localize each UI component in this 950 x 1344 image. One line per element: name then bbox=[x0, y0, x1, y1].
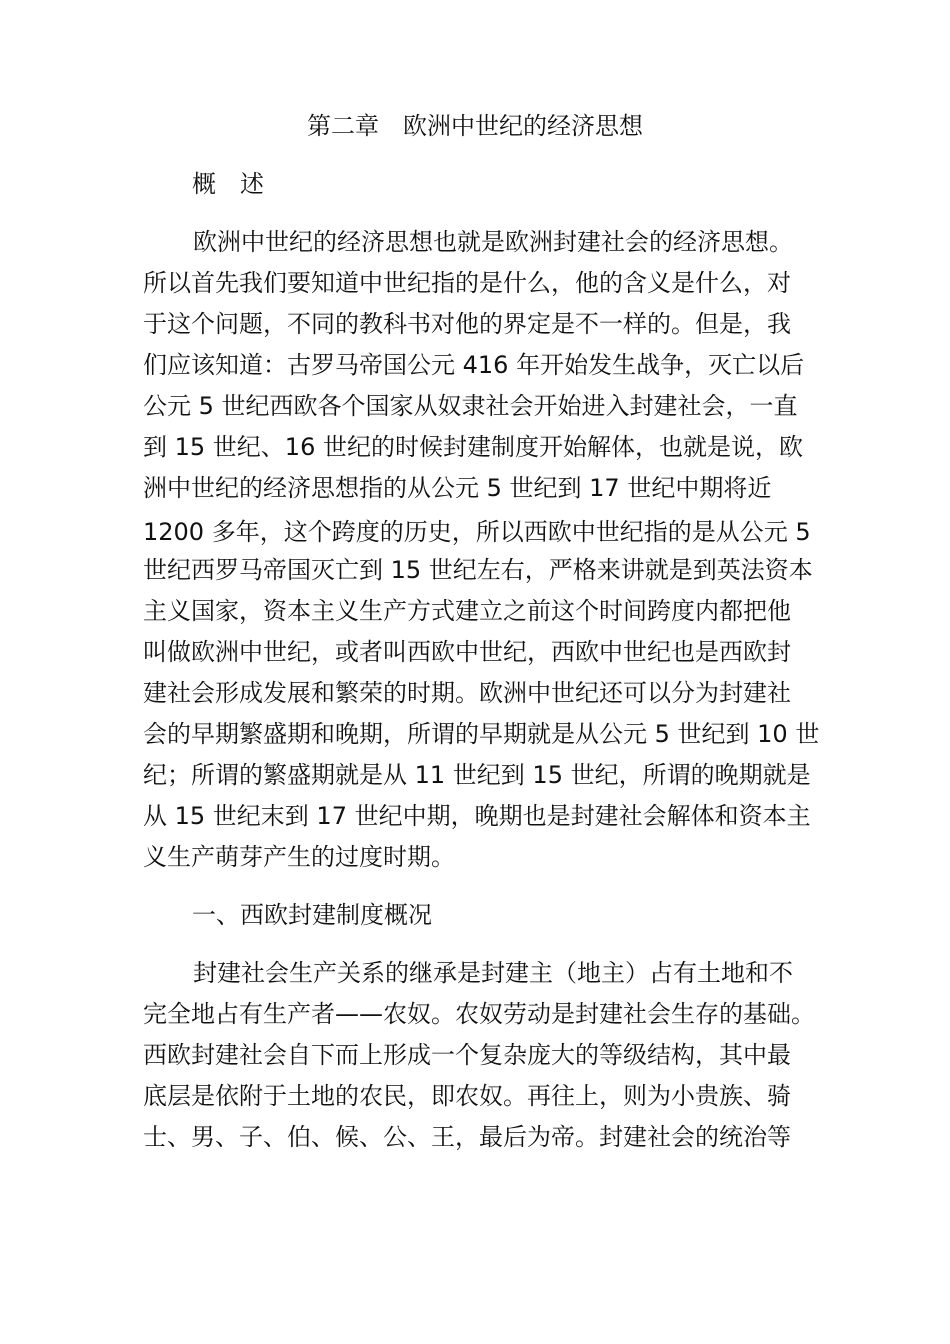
paragraph-line: 世纪西罗马帝国灭亡到 15 世纪左右，严格来讲就是到英法资本 bbox=[143, 556, 813, 584]
paragraph-line: 公元 5 世纪西欧各个国家从奴隶社会开始进入封建社会，一直 bbox=[143, 392, 798, 420]
paragraph-line: 欧洲中世纪的经济思想也就是欧洲封建社会的经济思想。 bbox=[193, 228, 793, 256]
paragraph-line: 所以首先我们要知道中世纪指的是什么，他的含义是什么，对 bbox=[143, 269, 791, 297]
paragraph-line: 纪；所谓的繁盛期就是从 11 世纪到 15 世纪，所谓的晚期就是 bbox=[143, 761, 811, 789]
paragraph-line: 1200 多年，这个跨度的历史，所以西欧中世纪指的是从公元 5 bbox=[143, 518, 811, 546]
paragraph-line: 从 15 世纪末到 17 世纪中期，晚期也是封建社会解体和资本主 bbox=[143, 802, 811, 830]
paragraph-line: 到 15 世纪、16 世纪的时候封建制度开始解体，也就是说，欧 bbox=[143, 433, 803, 461]
section-heading: 一、西欧封建制度概况 bbox=[192, 901, 432, 929]
paragraph-line: 主义国家，资本主义生产方式建立之前这个时间跨度内都把他 bbox=[143, 597, 791, 625]
paragraph-line: 建社会形成发展和繁荣的时期。欧洲中世纪还可以分为封建社 bbox=[143, 679, 791, 707]
paragraph-line: 洲中世纪的经济思想指的从公元 5 世纪到 17 世纪中期将近 bbox=[143, 474, 772, 502]
paragraph-line: 西欧封建社会自下而上形成一个复杂庞大的等级结构，其中最 bbox=[143, 1041, 791, 1069]
paragraph-line: 叫做欧洲中世纪，或者叫西欧中世纪，西欧中世纪也是西欧封 bbox=[143, 638, 791, 666]
overview-heading: 概 述 bbox=[192, 170, 264, 198]
paragraph-line: 完全地占有生产者——农奴。农奴劳动是封建社会生存的基础。 bbox=[143, 1000, 815, 1028]
paragraph-line: 于这个问题，不同的教科书对他的界定是不一样的。但是，我 bbox=[143, 310, 791, 338]
paragraph-line: 会的早期繁盛期和晚期，所谓的早期就是从公元 5 世纪到 10 世 bbox=[143, 720, 820, 748]
paragraph-line: 士、男、子、伯、候、公、王，最后为帝。封建社会的统治等 bbox=[143, 1123, 791, 1151]
paragraph-line: 们应该知道：古罗马帝国公元 416 年开始发生战争，灭亡以后 bbox=[143, 351, 805, 379]
chapter-title: 第二章 欧洲中世纪的经济思想 bbox=[307, 112, 643, 140]
paragraph-line: 封建社会生产关系的继承是封建主（地主）占有土地和不 bbox=[193, 959, 793, 987]
paragraph-line: 义生产萌芽产生的过度时期。 bbox=[143, 843, 455, 871]
paragraph-line: 底层是依附于土地的农民，即农奴。再往上，则为小贵族、骑 bbox=[143, 1082, 791, 1110]
